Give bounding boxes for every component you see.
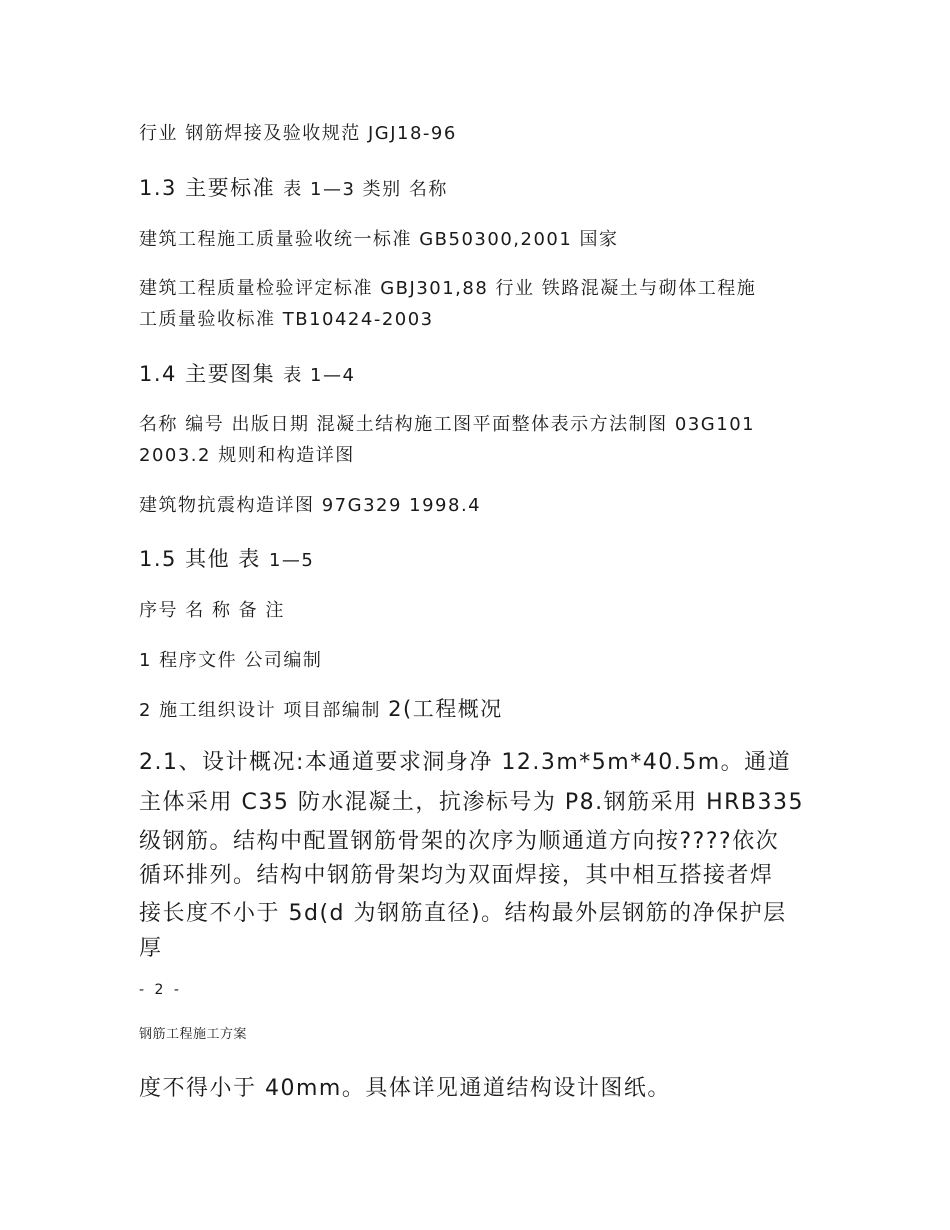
text-line: 行业 钢筋焊接及验收规范 JGJ18-96	[139, 123, 457, 144]
paragraph-line: 级钢筋。结构中配置钢筋骨架的次序为顺通道方向按????依次	[139, 829, 780, 854]
paragraph-line: 循环排列。结构中钢筋骨架均为双面焊接，其中相互搭接者焊	[139, 863, 774, 888]
section-heading-1-5	[139, 543, 314, 573]
page-number: - 2 -	[139, 982, 182, 998]
text-line: 1 程序文件 公司编制	[139, 650, 323, 671]
heading-main: 1.3 主要标准	[139, 176, 276, 200]
paragraph-line: 主体采用 C35 防水混凝土，抗渗标号为 P8.钢筋采用 HRB335	[139, 790, 804, 815]
text-line	[139, 693, 503, 723]
section-heading-1-3	[139, 172, 448, 202]
text-line-part: 2 施工组织设计 项目部编制	[139, 700, 381, 721]
text-line: 序号 名 称 备 注	[139, 600, 285, 621]
paragraph-line: 厚	[139, 936, 163, 961]
section-heading-1-4	[139, 358, 355, 388]
text-line: 建筑物抗震构造详图 97G329 1998.4	[139, 495, 482, 516]
paragraph-line: 度不得小于 40mm。具体详见通道结构设计图纸。	[139, 1076, 671, 1101]
paragraph-line: 接长度不小于 5d(d 为钢筋直径)。结构最外层钢筋的净保护层	[139, 901, 787, 926]
running-header: 钢筋工程施工方案	[139, 1027, 248, 1042]
text-line: 建筑工程施工质量验收统一标准 GB50300,2001 国家	[139, 229, 619, 250]
text-line: 工质量验收标准 TB10424-2003	[139, 309, 434, 330]
heading-sub: 表 1—4	[283, 365, 356, 386]
heading-sub: 1—5	[268, 550, 315, 571]
heading-sub: 表 1—3 类别 名称	[283, 179, 448, 200]
heading-main: 1.5 其他 表	[139, 547, 261, 571]
heading-main: 1.4 主要图集	[139, 362, 276, 386]
text-line: 建筑工程质量检验评定标准 GBJ301,88 行业 铁路混凝土与砌体工程施	[139, 278, 757, 299]
text-line: 2003.2 规则和构造详图	[139, 445, 355, 466]
section-heading-2-inline: 2(工程概况	[388, 697, 503, 721]
text-line: 名称 编号 出版日期 混凝土结构施工图平面整体表示方法制图 03G101	[139, 414, 756, 435]
paragraph-line: 2.1、设计概况:本通道要求洞身净 12.3m*5m*40.5m。通道	[139, 750, 792, 775]
